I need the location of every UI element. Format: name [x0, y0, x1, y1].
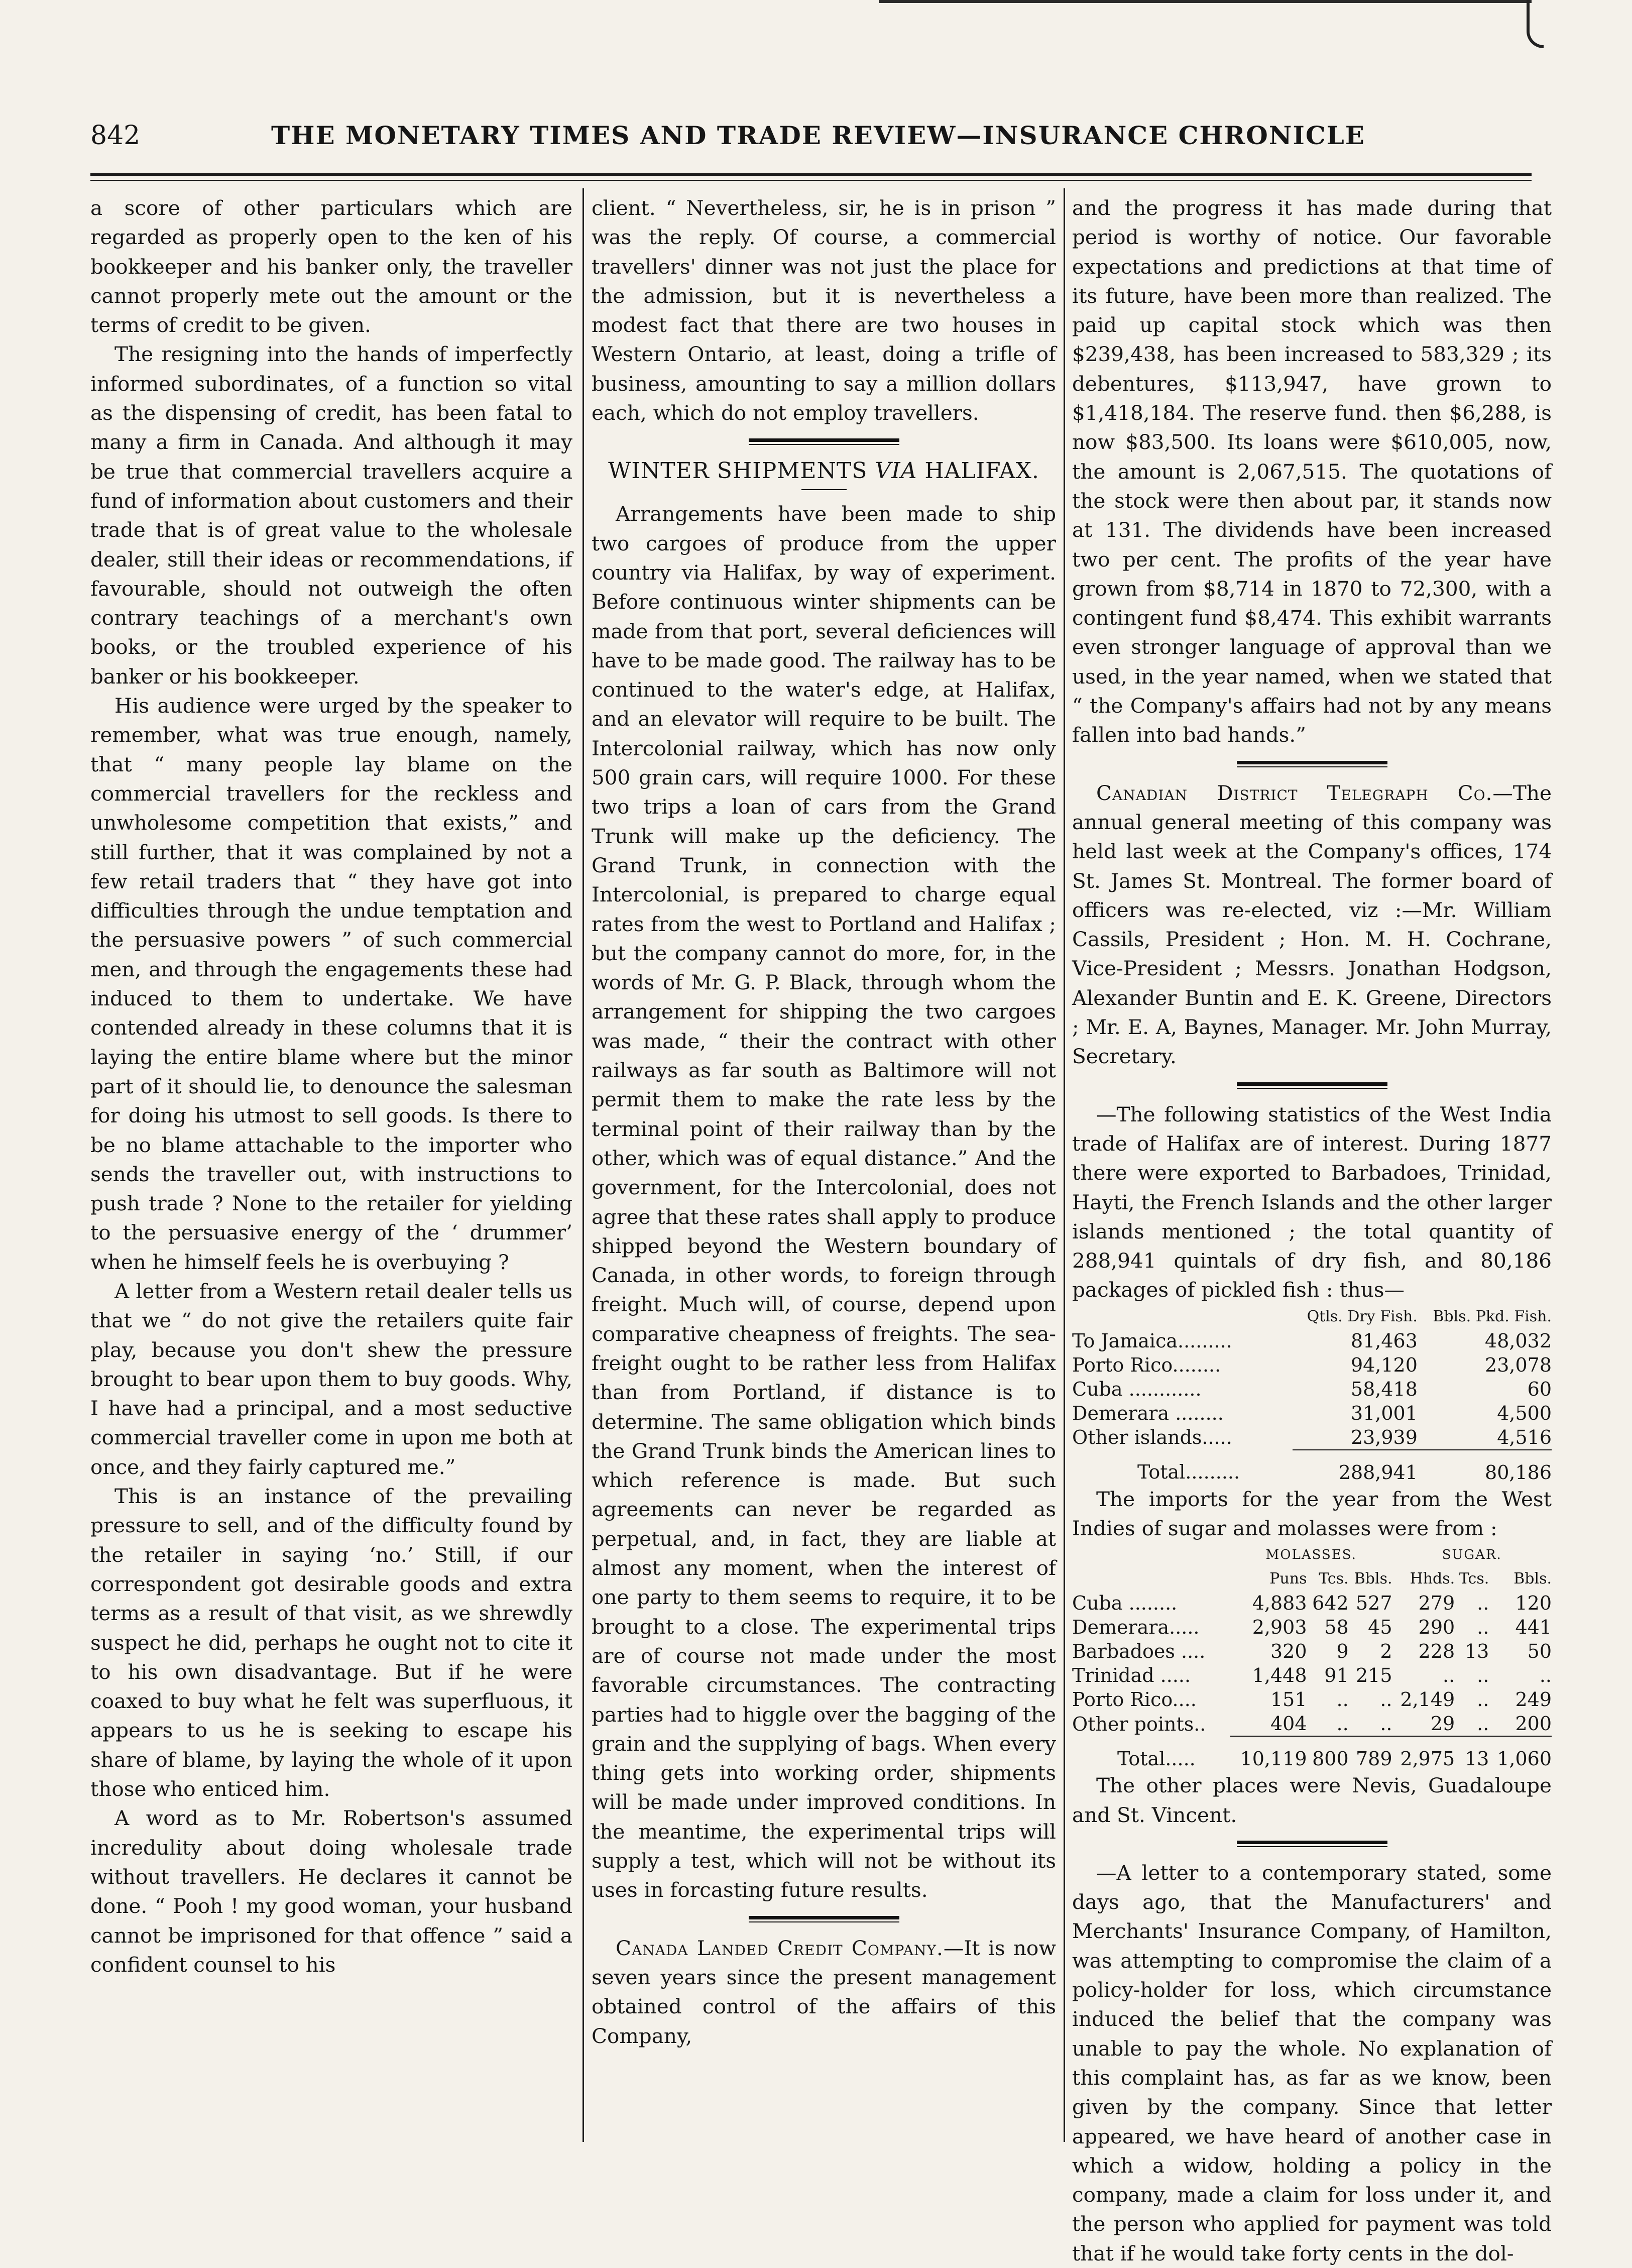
table-cell: 10,119 — [1230, 1736, 1307, 1771]
table-cell: To Jamaica......... — [1072, 1329, 1232, 1352]
table-cell: 2,903 — [1252, 1616, 1307, 1639]
table-cell: .. — [1477, 1688, 1489, 1711]
table-cell: 91 — [1324, 1664, 1349, 1687]
column-header: Bbls. — [1354, 1570, 1392, 1588]
paragraph: and the progress it has made during that period is worthy of notice. Our favorable expectations and predictions at that time of its future, have been more than realized. The paid up capital stock which was then $239,438, has been increased to 583,329 ; its debentures, $113,947, have grown to $1,418,184. The reserve fund. then $6,288, is now $83,500. Its loans were $610,005, now, the amount is 2,067,515. The quotations of the stock were then about par, it stands now at 131. The dividends have been increased two per cent. The profits of the year have grown from $8,714 in 1870 to 72,300, with a contingent fund $8,474. This exhibit warrants even stronger language of approval than we used, in the year named, when we stated that “ the Company's affairs had not by any means fallen into bad hands.” — [1072, 196, 1552, 747]
section-separator — [1237, 761, 1387, 767]
table-cell: 404 — [1270, 1713, 1307, 1735]
paragraph: A word as to Mr. Robertson's assumed incredulity about doing wholesale trade without travellers. He declares it cannot be done. “ Pooh ! my good woman, your husband cannot be imprisoned for that offence ” said a confident counsel to his — [90, 1806, 572, 1977]
table-row — [1072, 1425, 1552, 1450]
table-cell: Other islands..... — [1072, 1426, 1232, 1449]
table-header-row — [1072, 1305, 1552, 1329]
column-header: Bbls. — [1513, 1570, 1552, 1588]
table-cell: 23,078 — [1485, 1353, 1552, 1376]
column-header: Bbls. Pkd. Fish. — [1433, 1307, 1552, 1325]
section-separator — [749, 1916, 899, 1922]
fish-exports-table — [1072, 1305, 1552, 1485]
table-cell: 2,975 — [1392, 1736, 1455, 1771]
page-number: 842 — [90, 121, 141, 151]
table-cell: 13 — [1455, 1736, 1489, 1771]
table-cell: Demerara ........ — [1072, 1402, 1224, 1424]
table-cell: Cuba ........ — [1072, 1592, 1178, 1615]
table-cell: 789 — [1349, 1736, 1392, 1771]
table-row — [1072, 1353, 1552, 1377]
table-row — [1072, 1712, 1552, 1736]
table-cell: .. — [1336, 1713, 1349, 1735]
section-separator — [1237, 1082, 1387, 1089]
table-cell: .. — [1380, 1688, 1392, 1711]
sugar-molasses-table — [1072, 1543, 1552, 1771]
paragraph: client. “ Nevertheless, sir, he is in prison ” was the reply. Of course, a commercial travellers' dinner was not just the place for the admission, but it is nevertheless a modest fact that there are two houses in Western Ontario, at least, doing a trifle of business, amounting to say a million dollars each, which do not employ travellers. — [592, 196, 1056, 425]
table-cell: .. — [1336, 1688, 1349, 1711]
paragraph: His audience were urged by the speaker to remember, what was true enough, namely, that “ many people lay blame on the commercial travellers for the reckless and unwholesome competition that exists,” and still further, that it was complained by not a few retail traders that “ they have got into difficulties through the undue temptation and the persuasive powers ” of such commercial men, and through the engagements these had induced to them to undertake. We have contended already in these columns that it is laying the entire blame where but the minor part of it should lie, to denounce the salesman for doing his utmost to sell goods. Is there to be no blame attachable to the importer who sends the traveller out, with instructions to push trade ? None to the retailer for yielding to the persuasive energy of the ‘ drummer’ when he himself feels he is overbuying ? — [90, 694, 572, 1274]
table-cell: 215 — [1355, 1664, 1392, 1687]
table-cell: 4,883 — [1252, 1592, 1307, 1615]
page-corner-mark — [1527, 0, 1544, 48]
table-cell: 200 — [1515, 1713, 1552, 1735]
table-cell: 48,032 — [1485, 1329, 1552, 1352]
table-cell: 288,941 — [1293, 1450, 1418, 1485]
table-cell: Total..... — [1117, 1747, 1196, 1770]
column-divider-2 — [1064, 188, 1065, 2142]
column-divider-1 — [582, 188, 584, 2142]
paragraph: A letter from a Western retail dealer tells us that we “ do not give the retailers quite fair play, because you don't shew the pressure brought to bear upon them to buy goods. Why, I have had a principal, and a most seductive commercial traveller come in upon me both at once, and they fairly captured me.” — [90, 1279, 572, 1479]
section-separator — [1237, 1841, 1387, 1847]
table-cell: 23,939 — [1350, 1426, 1418, 1448]
table-cell: 290 — [1418, 1616, 1455, 1639]
table-cell: Trinidad ..... — [1072, 1664, 1191, 1687]
paragraph — [592, 1934, 1056, 2051]
table-total-row — [1072, 1450, 1552, 1485]
heading-underline — [801, 489, 847, 490]
paragraph — [1072, 778, 1552, 1071]
table-cell: 151 — [1270, 1688, 1307, 1711]
table-cell: 249 — [1515, 1688, 1552, 1711]
table-cell: Porto Rico.... — [1072, 1688, 1197, 1711]
paragraph-text: —It is now seven years since the present management obtained control of the affairs of this Company, — [592, 1936, 1056, 2048]
paragraph: The imports for the year from the West Indies of sugar and molasses were from : — [1072, 1487, 1552, 1540]
item-caption: Canada Landed Credit Company. — [616, 1936, 944, 1960]
column-header: Tcs. — [1459, 1570, 1489, 1588]
table-row — [1072, 1687, 1552, 1712]
table-cell: 13 — [1464, 1640, 1489, 1663]
table-cell: 1,060 — [1489, 1736, 1552, 1771]
column-header: Qtls. Dry Fish. — [1307, 1307, 1418, 1325]
table-cell: 228 — [1418, 1640, 1455, 1663]
table-row — [1072, 1663, 1552, 1687]
heading-text: WINTER SHIPMENTS — [608, 458, 875, 484]
table-cell: 800 — [1307, 1736, 1349, 1771]
table-cell: 441 — [1515, 1616, 1552, 1639]
page-header — [90, 121, 1547, 156]
top-edge-rule — [879, 0, 1532, 3]
table-row — [1072, 1329, 1552, 1353]
table-cell: 527 — [1355, 1592, 1392, 1615]
paragraph: —A letter to a contemporary stated, some days ago, that the Manufacturers' and Merchants' Insurance Company, of Hamilton, was attempting to compromise the claim of a policy-holder for loss, which circumstance induced the belief that the company was unable to pay the whole. No explanation of this complaint has, as far as we know, been given by the company. Since that letter appeared, we have heard of another case in which a widow, holding a policy in the company, made a claim for loss under it, and the person who applied for payment was told that if he would take forty cents in the dol- — [1072, 1860, 1552, 2265]
table-total-row — [1072, 1736, 1552, 1771]
table-cell: Other points.. — [1072, 1713, 1206, 1735]
table-cell: .. — [1443, 1664, 1455, 1687]
table-cell: 60 — [1527, 1378, 1552, 1400]
masthead-title: THE MONETARY TIMES AND TRADE REVIEW—INSURANCE CHRONICLE — [271, 121, 1365, 150]
table-cell: 81,463 — [1350, 1329, 1418, 1352]
table-row — [1072, 1401, 1552, 1425]
heading-text: HALIFAX. — [917, 458, 1039, 484]
header-rule-thick — [90, 173, 1532, 176]
table-cell: Demerara..... — [1072, 1616, 1200, 1639]
table-row — [1072, 1615, 1552, 1639]
paragraph: —The following statistics of the West India trade of Halifax are of interest. During 1877 there were exported to Barbadoes, Trinidad, Hayti, the French Islands and the other larger islands mentioned ; the total quantity of 288,941 quintals of dry fish, and 80,186 packages of pickled fish : thus— — [1072, 1102, 1552, 1302]
column-2 — [592, 193, 1056, 2142]
item-caption: Canadian District Telegraph Co. — [1096, 780, 1493, 805]
table-cell: 2,149 — [1400, 1688, 1455, 1711]
table-cell: .. — [1477, 1616, 1489, 1639]
table-row — [1072, 1591, 1552, 1615]
table-cell: Total......... — [1137, 1461, 1240, 1484]
column-header: Puns — [1269, 1570, 1307, 1588]
table-cell: 4,500 — [1497, 1402, 1552, 1424]
table-cell: 58,418 — [1350, 1378, 1418, 1400]
article-heading — [592, 456, 1056, 486]
table-cell: 320 — [1270, 1640, 1307, 1663]
table-cell: 58 — [1324, 1616, 1349, 1639]
table-cell: Barbadoes .... — [1072, 1640, 1206, 1663]
column-header: Hhds. — [1410, 1570, 1455, 1588]
table-cell: 50 — [1527, 1640, 1552, 1663]
table-cell: 120 — [1515, 1592, 1552, 1615]
table-cell: 80,186 — [1418, 1450, 1552, 1485]
table-cell: .. — [1477, 1713, 1489, 1735]
table-row — [1072, 1377, 1552, 1401]
table-cell: .. — [1477, 1664, 1489, 1687]
paragraph: The other places were Nevis, Guadaloupe and St. Vincent. — [1072, 1773, 1552, 1827]
table-cell: 642 — [1312, 1592, 1349, 1615]
table-cell: Cuba ............ — [1072, 1378, 1202, 1400]
table-cell: 1,448 — [1252, 1664, 1307, 1687]
table-header-row — [1072, 1567, 1552, 1591]
column-1 — [90, 193, 572, 2142]
paragraph: Arrangements have been made to ship two cargoes of produce from the upper country via Halifax, by way of experiment. Before continuous winter shipments can be made from that port, several deficiences will have to be made good. The railway has to be continued to the water's edge, at Halifax, and an elevator will require to be built. The Intercolonial railway, which has now only 500 grain cars, will require 1000. For these two trips a loan of cars from the Grand Trunk will make up the deficiency. The Grand Trunk, in connection with the Intercolonial, is prepared to charge equal rates from the west to Portland and Halifax ; but the company cannot do more, for, in the words of Mr. G. P. Black, through whom the arrangement for shipping the two cargoes was made, “ their the contract with other railways as far south as Baltimore will not permit them to make the rate less by the terminal point of their railway than by the other, which was of equal distance.” And the government, for the Intercolonial, does not agree that these rates shall apply to produce shipped beyond the Western boundary of Canada, in other words, to foreign through freight. Much will, of course, depend upon comparative cheapness of freights. The sea-freight ought to be rather less from Halifax than from Portland, if distance is to determine. The same obligation which binds the Grand Trunk binds the American lines to which reference is made. But such agreements can never be regarded as perpetual, and, in fact, they are liable at almost any moment, when the interest of one party to them seems to require, it to be brought to a close. The experimental trips are of course not made under the most favorable circumstances. The contracting parties had to higgle over the bagging of the grain and the supplying of bags. When every thing gets into working order, shipments will be made under improved conditions. In the meantime, the experimental trips will supply a test, which will not be without its uses in forcasting future results. — [592, 502, 1056, 1902]
group-header: MOLASSES. — [1265, 1547, 1357, 1563]
header-rule-thin — [90, 180, 1532, 181]
column-header: Tcs. — [1319, 1570, 1349, 1588]
paragraph: a score of other particulars which are regarded as properly open to the ken of his bookkeeper and his banker only, the traveller cannot properly mete out the amount or the terms of credit to be given. — [90, 196, 572, 337]
table-cell: 279 — [1418, 1592, 1455, 1615]
table-cell: 9 — [1336, 1640, 1349, 1663]
table-cell: 94,120 — [1350, 1353, 1418, 1376]
section-separator — [749, 438, 899, 445]
paragraph: This is an instance of the prevailing pressure to sell, and of the difficulty found by the retailer in saying ‘no.’ Still, if our correspondent got desirable goods and extra terms as a result of that visit, as we shrewdly suspect he did, perhaps he ought not to cite it to his own disadvantage. But if he were coaxed to buy what he felt was superfluous, it appears to us he is seeking to escape his share of blame, by laying the whole of it upon those who enticed him. — [90, 1484, 572, 1801]
table-cell: Porto Rico........ — [1072, 1353, 1221, 1376]
table-cell: 45 — [1368, 1616, 1392, 1639]
paragraph-text: —The annual general meeting of this company was held last week at the Company's offices, 174 St. James St. Montreal. The former board of officers was re-elected, viz :—Mr. William Cassils, President ; Hon. M. H. Cochrane, Vice-President ; Messrs. Jonathan Hodgson, Alexander Buntin and E. K. Greene, Directors ; Mr. E. A, Baynes, Manager. Mr. John Murray, Secretary. — [1072, 780, 1552, 1069]
paragraph: The resigning into the hands of imperfectly informed subordinates, of a function so vital as the dispensing of credit, has been fatal to many a firm in Canada. And although it may be true that commercial travellers acquire a fund of information about customers and their trade that is of great value to the wholesale dealer, still their ideas or recommendations, if favourable, should not outweigh the often contrary teachings of a merchant's own books, or the troubled experience of his banker or his bookkeeper. — [90, 342, 572, 689]
table-group-row — [1072, 1543, 1552, 1567]
table-cell: .. — [1477, 1592, 1489, 1615]
table-row — [1072, 1639, 1552, 1663]
table-cell: 4,516 — [1497, 1426, 1552, 1448]
table-cell: .. — [1380, 1713, 1392, 1735]
table-cell: 2 — [1380, 1640, 1392, 1663]
group-header: SUGAR. — [1442, 1547, 1502, 1563]
column-3 — [1072, 193, 1552, 2265]
table-cell: .. — [1539, 1664, 1552, 1687]
heading-text-italic: VIA — [875, 458, 917, 484]
table-cell: 29 — [1430, 1713, 1455, 1735]
table-cell: 31,001 — [1350, 1402, 1418, 1424]
